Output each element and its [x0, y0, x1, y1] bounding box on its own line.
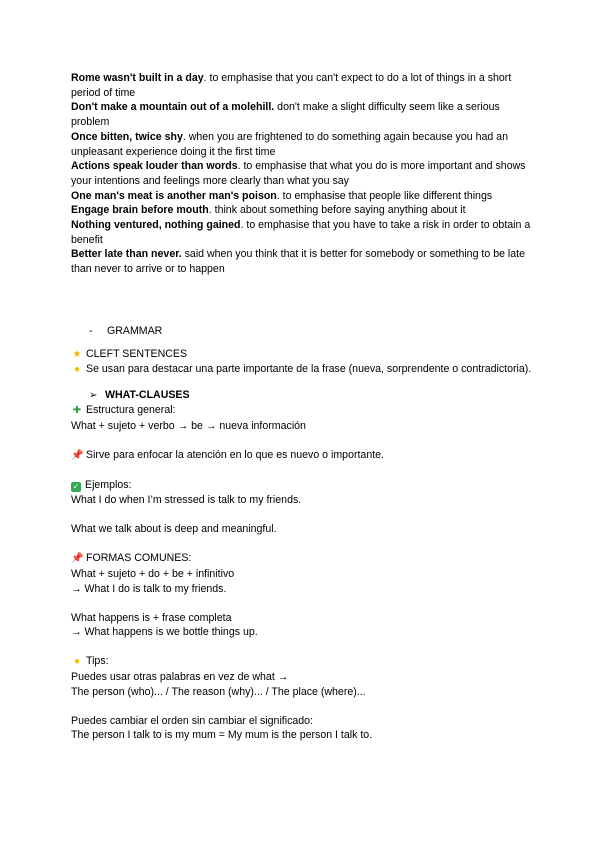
- tip-text: Puedes cambiar el orden sin cambiar el significado:: [71, 714, 314, 727]
- idiom-entry: [71, 247, 541, 276]
- cleft-title: CLEFT SENTENCES: [86, 347, 188, 360]
- star-icon: ★: [72, 348, 82, 360]
- lightbulb-icon: ●: [73, 364, 81, 376]
- estructura-label: Estructura general:: [86, 404, 176, 417]
- what-clauses-line: [71, 388, 541, 404]
- idiom-term: Better late than never.: [71, 248, 182, 261]
- idiom-term: Rome wasn't built in a day: [71, 72, 204, 84]
- ejemplos-label-line: [71, 478, 541, 493]
- formas-label-line: [71, 551, 541, 567]
- dash-bullet: -: [89, 325, 93, 337]
- idiom-definition: . think about something before saying anything about it: [208, 204, 466, 217]
- tip-text: The person (who)... / The reason (why)... / The place (where)...: [71, 685, 366, 698]
- idiom-entry: [71, 71, 541, 100]
- forma-formula: What happens is + frase completa: [71, 611, 232, 624]
- idiom-definition: . to emphasise that people like different things: [276, 189, 493, 202]
- idiom-term: Actions speak louder than words: [71, 160, 238, 173]
- idiom-term: Nothing ventured, nothing gained: [71, 219, 241, 232]
- formas-label: FORMAS COMUNES:: [86, 552, 192, 565]
- tip-text: The person I talk to is my mum = My mum is the person I talk to.: [71, 729, 373, 742]
- ejemplos-label: Ejemplos:: [85, 479, 132, 492]
- tip-text: Puedes usar otras palabras en vez de what →: [71, 671, 289, 684]
- idiom-definition: . when you are frightened to do something again because you had an unpleasant experience doing it the first time: [71, 130, 508, 158]
- pushpin-icon: 📌: [71, 553, 84, 565]
- grammar-section: [71, 324, 541, 743]
- cleft-title-line: [71, 347, 541, 363]
- example-sentence: What we talk about is deep and meaningful.: [71, 523, 277, 536]
- forma-formula: What + sujeto + do + be + infinitivo: [71, 567, 235, 580]
- idioms-list: [71, 71, 541, 277]
- idiom-definition: don't make a slight difficulty seem like a serious problem: [71, 101, 500, 129]
- estructura-label-line: [71, 403, 541, 419]
- what-clauses-heading: WHAT-CLAUSES: [105, 388, 190, 401]
- example-sentence: What I do when I’m stressed is talk to my friends.: [71, 493, 302, 506]
- idiom-entry: [71, 189, 541, 204]
- idiom-term: Engage brain before mouth: [71, 204, 209, 217]
- idiom-entry: [71, 130, 541, 159]
- forma-example: → What happens is we bottle things up.: [71, 626, 258, 639]
- estructura-formula: What + sujeto + verbo → be → nueva información: [71, 419, 306, 432]
- grammar-heading: GRAMMAR: [107, 325, 163, 337]
- cleft-description: Se usan para destacar una parte importante de la frase (nueva, sorprendente o contradictoria).: [86, 363, 532, 376]
- idiom-definition: . to emphasise that you can't expect to do a lot of things in a short period of time: [71, 72, 512, 99]
- grammar-heading-line: [71, 324, 541, 339]
- idiom-definition: . to emphasise that you have to take a risk in order to obtain a benefit: [71, 219, 531, 246]
- idiom-term: Don't make a mountain out of a molehill.: [71, 101, 275, 114]
- forma-example: → What I do is talk to my friends.: [71, 582, 227, 595]
- puzzle-piece-icon: ✚: [72, 405, 82, 417]
- idiom-entry: [71, 100, 541, 129]
- idiom-entry: [71, 203, 541, 218]
- idiom-entry: [71, 218, 541, 247]
- arrowhead-bullet-icon: ➢: [89, 389, 98, 401]
- idiom-definition: . to emphasise that what you do is more important and shows your intentions and feelings more clearly than what you say: [71, 160, 526, 187]
- sirve-line: [71, 448, 541, 464]
- tips-label-line: [71, 654, 541, 670]
- check-mark-icon: ✓: [72, 482, 80, 492]
- idiom-term: Once bitten, twice shy: [71, 130, 183, 143]
- idiom-entry: [71, 159, 541, 188]
- idiom-definition: said when you think that it is better for somebody or something to be late than never to arrive or to happen: [71, 248, 525, 276]
- idiom-term: One man's meat is another man's poison: [71, 189, 277, 202]
- tips-label: Tips:: [86, 655, 109, 668]
- cleft-description-line: [71, 362, 541, 378]
- lightbulb-icon: ●: [73, 656, 81, 668]
- pushpin-icon: 📌: [71, 450, 84, 462]
- sirve-text: Sirve para enfocar la atención en lo que es nuevo o importante.: [86, 449, 384, 462]
